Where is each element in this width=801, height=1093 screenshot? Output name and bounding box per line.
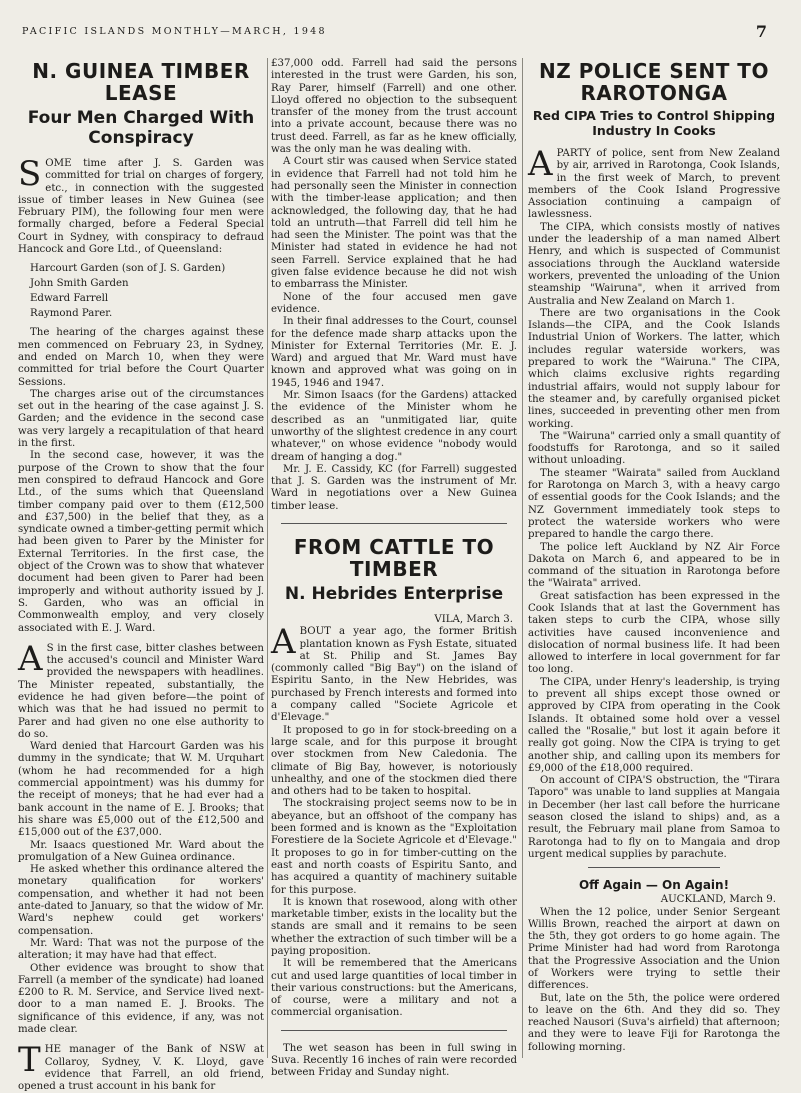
paragraph: None of the four accused men gave evidence. <box>271 291 517 315</box>
article-subtitle: Four Men Charged With Conspiracy <box>27 108 255 148</box>
paragraph <box>18 1040 264 1093</box>
paragraph: Mr. Isaacs questioned Mr. Ward about the promulgation of a New Guinea ordinance. <box>18 839 264 863</box>
drop-cap: T <box>18 1040 41 1081</box>
paragraph: Mr. Simon Isaacs (for the Gardens) attacked the evidence of the Minister whom he described as an "unmitigated liar, quite unworthy of the slightest credence in any court whatever," on whose evidence "nobody would dream of hanging a dog." <box>271 390 517 463</box>
paragraph: The police left Auckland by NZ Air Force Dakota on March 6, and appeared to be in command of the situation in Rarotonga before the "Wairata" arrived. <box>528 541 780 590</box>
article-intro <box>528 144 780 222</box>
paragraph: The hearing of the charges against these men commenced on February 23, in Sydney, and ended on March 10, when they were committed for trial before the Court Quarter Sessions. <box>18 327 264 388</box>
column-divider <box>522 58 523 1058</box>
intro-text: OME time after J. S. Garden was committed for trial on charges of forgery, etc., in connection with the suggested issue of timber leases in New Guinea (see February PIM), the following four men were formally charged, before a Federal Special Court in Sydney, with conspiracy to defraud Hancock and Gore Ltd., of Queensland: <box>18 158 264 256</box>
paragraph: On account of CIPA'S obstruction, the "Tirara Taporo" was unable to land supplies at Mangaia in December (her last call before the hurricane season closed the island to ships) and, as a result, the February mail plane from Samoa to Rarotonga had to fly on to Mangaia and drop urgent medical supplies by parachute. <box>528 775 780 860</box>
drop-cap: S <box>18 154 42 194</box>
sub-headline: Off Again — On Again! <box>578 878 730 893</box>
intro-text: PARTY of police, sent from New Zealand by air, arrived in Rarotonga, Cook Islands, in the first week of March, to prevent members of the Cook Island Progressive Association continuing a campaign of lawlessness. <box>528 148 780 221</box>
section-rule <box>588 867 720 868</box>
paragraph-text: HE manager of the Bank of NSW at Collaroy, Sydney, V. K. Lloyd, gave evidence that Farrell, an old friend, opened a trust account in his bank for <box>18 1044 264 1093</box>
accused-name: Raymond Parer. <box>30 308 113 320</box>
paragraph: The steamer "Wairata" sailed from Auckland for Rarotonga on March 3, with a heavy cargo of essential goods for the Cook Islands; and the NZ Government immediately took steps to protect the waterside workers who were prepared to handle the cargo there. <box>528 467 780 541</box>
drop-cap: A <box>18 638 43 679</box>
paragraph: In their final addresses to the Court, counsel for the defence made sharp attacks upon the Minister for External Territories (Mr. E. J. Ward) and argued that Mr. Ward must have known and approved what was going on in 1945, 1946 and 1947. <box>271 316 517 389</box>
paragraph: The CIPA, under Henry's leadership, is trying to prevent all ships except those owned or approved by CIPA from operating in the Cook Islands. It obtained some hold over a vessel called the "Rosalie," but lost it again before it really got going. Now the CIPA is trying to get another ship, and calling upon its members for £9,000 of the £18,000 required. <box>528 676 780 774</box>
paragraph: Ward denied that Harcourt Garden was his dummy in the syndicate; that W. M. Urquhart (whom he had recommended for a high commercial appointment) was his dummy for the receipt of moneys; that he had ever had a bank account in the name of E. J. Brooks; that his share was £5,000 out of the £12,500 and £15,000 out of the £37,000. <box>18 741 264 839</box>
paragraph: Great satisfaction has been expressed in the Cook Islands that at last the Government has taken steps to curb the CIPA, whose silly activities have caused inconvenience and dislocation of normal business life. It had been allowed to interfere in local government for far too long. <box>528 590 780 676</box>
paragraph: A Court stir was caused when Service stated in evidence that Farrell had not told him he had personally seen the Minister in connection with the timber-lease application; and then acknowledged, the following day, that he had told an untruth—that Farrell did tell him he had seen the Minister. The point was that the Minister had stated in evidence he had not seen Farrell. Service explained that he had given false evidence because he did not wish to embarrass the Minister. <box>271 156 517 291</box>
column-left <box>18 58 264 1093</box>
paragraph <box>18 638 264 741</box>
paragraph: Other evidence was brought to show that Farrell (a member of the syndicate) had loaned £200 to R. M. Service, and Service lived next-door to a man named E. J. Brooks. The significance of this evidence, if any, was not made clear. <box>18 962 264 1035</box>
paragraph-text: S in the first case, bitter clashes between the accused's council and Minister Ward provided the newspapers with headlines. The Minister repeated, substantially, the evidence he had given before—the point of which was that he had issued no permit to Parer and had given no one else authority to do so. <box>18 642 264 740</box>
paragraph: The stockraising project seems now to be in abeyance, but an offshoot of the company has been formed and is known as the "Exploitation Forestiere de la Societe Agricole et d'Elevage." It proposes to go in for timber-cutting on the east and north coasts of Espiritu Santo, and has acquired a quantity of machinery suitable for this purpose. <box>271 798 517 896</box>
paragraph: The "Wairuna" carried only a small quantity of foodstuffs for Rarotonga, and so it sailed without unloading. <box>528 430 780 467</box>
dateline: VILA, March 3. <box>434 613 513 625</box>
section-rule <box>281 523 507 524</box>
paragraph: In the second case, however, it was the purpose of the Crown to show that the four men conspired to defraud Hancock and Gore Ltd., of the sums which that Queensland timber company paid over to them (£12,500 and £37,500) in the belief that they, as a syndicate owned a timber-getting permit which had been given to Parer by the Minister for External Territories. In the first case, the object of the Crown was to show that whatever document had been given to Parer had been improperly and without authority issued by J. S. Garden, who was an official in Commonwealth employ, and very closely associated with E. J. Ward. <box>18 450 264 634</box>
running-header <box>22 22 767 42</box>
intro-text: BOUT a year ago, the former British plantation known as Fysh Estate, situated at St. Philip and St. James Bay (commonly called "Big Bay") on the island of Espiritu Santo, in the New Hebrides, was purchased by French interests and formed into a company called "Societe Agricole et d'Elevage." <box>271 626 517 724</box>
running-head: PACIFIC ISLANDS MONTHLY—MARCH, 1948 <box>22 26 327 37</box>
article-intro <box>271 622 517 724</box>
accused-list <box>30 261 264 321</box>
article-intro <box>18 154 264 256</box>
paragraph: When the 12 police, under Senior Sergeant Willis Brown, reached the airport at dawn on the 5th, they got orders to go home again. The Prime Minister had had word from Rarotonga that the Progressive Association and the Union of Workers were trying to settle their differences. <box>528 906 780 992</box>
paragraph: Mr. Ward: That was not the purpose of the alteration; it may have had that effect. <box>18 937 264 962</box>
paragraph: Mr. J. E. Cassidy, KC (for Farrell) suggested that J. S. Garden was the instrument of Mr. Ward in negotiations over a New Guinea timber lease. <box>271 463 517 512</box>
dateline: AUCKLAND, March 9. <box>660 894 776 906</box>
paragraph: But, late on the 5th, the police were ordered to leave on the 6th. And they did so. They reached Nausori (Suva's airfield) that afternoon; and they were to leave Fiji for Rarotonga the following morning. <box>528 992 780 1053</box>
paragraph: £37,000 odd. Farrell had said the persons interested in the trust were Garden, his son, Ray Parer, himself (Farrell) and one other. Lloyd offered no objection to the subsequent transfer of the money from the trust account into a private account, because there was no trust deed. Farrell, as far as he knew officially, was the only man he was dealing with. <box>271 58 517 156</box>
paragraph: There are two organisations in the Cook Islands—the CIPA, and the Cook Islands Industrial Union of Workers. The latter, which includes regular waterside workers, was prepared to work the "Wairuna." The CIPA, which claims exclusive rights regarding industrial affairs, would not supply labour for the steamer and, by carefully organised picket lines, succeeded in preventing other men from working. <box>528 307 780 430</box>
article-subtitle: Red CIPA Tries to Control Shipping Industry In Cooks <box>532 108 776 138</box>
accused-name: Harcourt Garden (son of J. S. Garden) <box>30 263 226 275</box>
article-title: FROM CATTLE TO TIMBER <box>293 534 495 581</box>
news-note: The wet season has been in full swing in Suva. Recently 16 inches of rain were recorded between Friday and Sunday night. <box>271 1042 517 1079</box>
section-rule <box>281 1030 507 1031</box>
column-divider <box>267 58 268 1058</box>
paragraph: It is known that rosewood, along with other marketable timber, exists in the locality but the stands are small and it remains to be seen whether the extraction of such timber will be a paying proposition. <box>271 896 517 957</box>
article-title: N. GUINEA TIMBER LEASE <box>32 59 250 105</box>
accused-name: John Smith Garden <box>30 278 129 290</box>
drop-cap: A <box>528 144 553 184</box>
page-number: 7 <box>755 22 767 41</box>
paragraph: It proposed to go in for stock-breeding on a large scale, and for this purpose it brought over stockmen from New Caledonia. The climate of Big Bay, however, is notoriously unhealthy, and one of the stockmen died there and others had to be taken to hospital. <box>271 724 517 798</box>
paragraph: He asked whether this ordinance altered the monetary qualification for workers' compensation, and whether it had not been ante-dated to January, so that the widow of Mr. Ward's nephew could get workers' compensation. <box>18 864 264 937</box>
drop-cap: A <box>271 622 296 663</box>
article-subtitle: N. Hebrides Enterprise <box>284 583 504 604</box>
article-title: NZ POLICE SENT TO RAROTONGA <box>539 59 769 105</box>
column-right <box>528 58 780 1062</box>
column-middle <box>271 58 517 1079</box>
paragraph: The CIPA, which consists mostly of natives under the leadership of a man named Albert Henry, and which is suspected of Communist associations through the Auckland waterside workers, prevented the unloading of the Union steamship "Wairuna", when it arrived from Australia and New Zealand on March 1. <box>528 221 780 307</box>
paragraph: It will be remembered that the Americans cut and used large quantities of local timber in their various constructions: but the Americans, of course, were a military and not a commercial organisation. <box>271 958 517 1019</box>
accused-name: Edward Farrell <box>30 293 109 305</box>
paragraph: The charges arise out of the circumstances set out in the hearing of the case against J. S. Garden; and the evidence in the second case was very largely a recapitulation of that heard in the first. <box>18 388 264 450</box>
